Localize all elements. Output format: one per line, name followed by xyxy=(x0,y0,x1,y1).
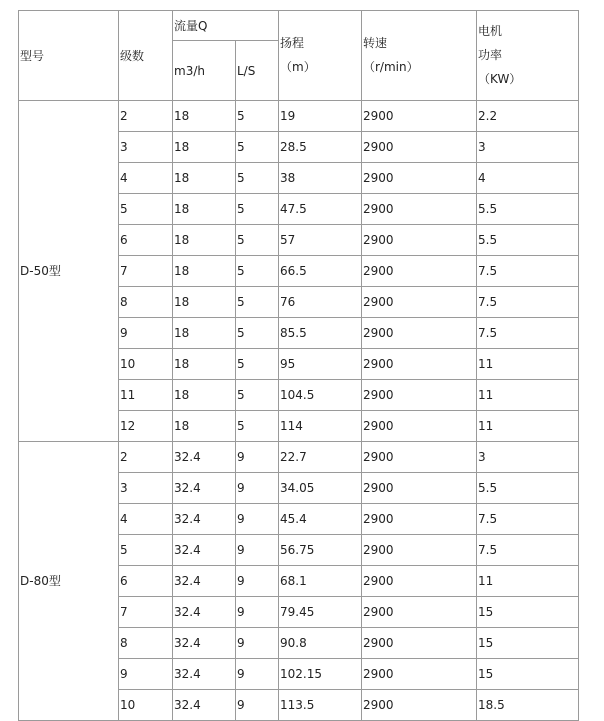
cell-flow-m3h: 32.4 xyxy=(173,690,236,721)
cell-speed: 2900 xyxy=(362,287,477,318)
cell-speed: 2900 xyxy=(362,690,477,721)
cell-head: 85.5 xyxy=(279,318,362,349)
cell-speed: 2900 xyxy=(362,504,477,535)
cell-speed: 2900 xyxy=(362,225,477,256)
cell-flow-ls: 5 xyxy=(236,287,279,318)
cell-flow-m3h: 18 xyxy=(173,132,236,163)
cell-head: 114 xyxy=(279,411,362,442)
cell-speed: 2900 xyxy=(362,566,477,597)
cell-stage: 2 xyxy=(119,442,173,473)
header-power xyxy=(477,11,579,101)
cell-flow-m3h: 32.4 xyxy=(173,442,236,473)
cell-flow-m3h: 18 xyxy=(173,287,236,318)
cell-flow-m3h: 18 xyxy=(173,194,236,225)
header-head xyxy=(279,11,362,101)
cell-speed: 2900 xyxy=(362,535,477,566)
cell-speed: 2900 xyxy=(362,132,477,163)
header-flow: 流量Q xyxy=(173,11,279,41)
header-flow-m3h: m3/h xyxy=(173,41,236,101)
cell-stage: 8 xyxy=(119,287,173,318)
cell-stage: 3 xyxy=(119,132,173,163)
cell-head: 28.5 xyxy=(279,132,362,163)
cell-head: 19 xyxy=(279,101,362,132)
cell-power: 11 xyxy=(477,349,579,380)
table-row xyxy=(19,101,579,132)
header-power-line2: 功率 xyxy=(478,48,503,62)
cell-power: 15 xyxy=(477,597,579,628)
cell-flow-m3h: 32.4 xyxy=(173,659,236,690)
cell-stage: 10 xyxy=(119,349,173,380)
cell-flow-ls: 9 xyxy=(236,504,279,535)
cell-stage: 7 xyxy=(119,256,173,287)
cell-flow-m3h: 32.4 xyxy=(173,504,236,535)
cell-power: 3 xyxy=(477,132,579,163)
cell-head: 90.8 xyxy=(279,628,362,659)
cell-power: 5.5 xyxy=(477,473,579,504)
cell-flow-ls: 9 xyxy=(236,442,279,473)
cell-head: 113.5 xyxy=(279,690,362,721)
cell-flow-ls: 9 xyxy=(236,597,279,628)
header-head-unit: （m） xyxy=(280,60,316,74)
cell-head: 66.5 xyxy=(279,256,362,287)
cell-flow-ls: 9 xyxy=(236,659,279,690)
cell-speed: 2900 xyxy=(362,597,477,628)
cell-speed: 2900 xyxy=(362,163,477,194)
cell-flow-m3h: 32.4 xyxy=(173,566,236,597)
cell-power: 15 xyxy=(477,628,579,659)
cell-power: 5.5 xyxy=(477,225,579,256)
cell-flow-m3h: 32.4 xyxy=(173,628,236,659)
cell-flow-ls: 9 xyxy=(236,566,279,597)
cell-stage: 9 xyxy=(119,659,173,690)
cell-speed: 2900 xyxy=(362,473,477,504)
header-head-label: 扬程 xyxy=(280,36,305,50)
cell-flow-m3h: 18 xyxy=(173,225,236,256)
header-model: 型号 xyxy=(19,11,119,101)
header-power-line1: 电机 xyxy=(478,24,503,38)
cell-power: 7.5 xyxy=(477,318,579,349)
cell-flow-m3h: 18 xyxy=(173,163,236,194)
cell-power: 7.5 xyxy=(477,504,579,535)
cell-flow-m3h: 18 xyxy=(173,380,236,411)
header-row-1 xyxy=(19,11,579,41)
cell-flow-m3h: 18 xyxy=(173,411,236,442)
pump-spec-table xyxy=(18,10,579,721)
cell-power: 2.2 xyxy=(477,101,579,132)
cell-flow-ls: 9 xyxy=(236,473,279,504)
cell-flow-m3h: 18 xyxy=(173,349,236,380)
cell-power: 18.5 xyxy=(477,690,579,721)
cell-speed: 2900 xyxy=(362,628,477,659)
cell-flow-ls: 5 xyxy=(236,349,279,380)
cell-flow-ls: 5 xyxy=(236,132,279,163)
header-stages: 级数 xyxy=(119,11,173,101)
cell-flow-ls: 5 xyxy=(236,380,279,411)
cell-stage: 5 xyxy=(119,535,173,566)
cell-flow-m3h: 32.4 xyxy=(173,597,236,628)
cell-stage: 6 xyxy=(119,225,173,256)
cell-flow-ls: 5 xyxy=(236,101,279,132)
cell-power: 11 xyxy=(477,566,579,597)
cell-speed: 2900 xyxy=(362,101,477,132)
cell-stage: 3 xyxy=(119,473,173,504)
cell-power: 3 xyxy=(477,442,579,473)
header-power-unit: （KW） xyxy=(478,72,522,86)
cell-stage: 4 xyxy=(119,504,173,535)
cell-stage: 8 xyxy=(119,628,173,659)
cell-power: 5.5 xyxy=(477,194,579,225)
cell-flow-ls: 9 xyxy=(236,535,279,566)
cell-flow-m3h: 18 xyxy=(173,101,236,132)
header-speed-label: 转速 xyxy=(363,36,388,50)
table-row xyxy=(19,442,579,473)
header-speed-unit: （r/min） xyxy=(363,60,419,74)
cell-head: 45.4 xyxy=(279,504,362,535)
cell-head: 34.05 xyxy=(279,473,362,504)
cell-head: 57 xyxy=(279,225,362,256)
cell-head: 102.15 xyxy=(279,659,362,690)
cell-flow-m3h: 32.4 xyxy=(173,473,236,504)
cell-head: 22.7 xyxy=(279,442,362,473)
cell-speed: 2900 xyxy=(362,349,477,380)
cell-speed: 2900 xyxy=(362,318,477,349)
cell-stage: 9 xyxy=(119,318,173,349)
cell-head: 68.1 xyxy=(279,566,362,597)
cell-speed: 2900 xyxy=(362,380,477,411)
cell-head: 56.75 xyxy=(279,535,362,566)
cell-stage: 2 xyxy=(119,101,173,132)
cell-speed: 2900 xyxy=(362,194,477,225)
cell-stage: 11 xyxy=(119,380,173,411)
cell-speed: 2900 xyxy=(362,442,477,473)
cell-flow-m3h: 32.4 xyxy=(173,535,236,566)
cell-head: 47.5 xyxy=(279,194,362,225)
cell-stage: 4 xyxy=(119,163,173,194)
cell-stage: 6 xyxy=(119,566,173,597)
header-speed xyxy=(362,11,477,101)
cell-model: D-80型 xyxy=(19,442,119,721)
cell-flow-ls: 9 xyxy=(236,628,279,659)
cell-power: 4 xyxy=(477,163,579,194)
cell-speed: 2900 xyxy=(362,411,477,442)
cell-speed: 2900 xyxy=(362,256,477,287)
cell-model: D-50型 xyxy=(19,101,119,442)
cell-head: 38 xyxy=(279,163,362,194)
cell-flow-ls: 5 xyxy=(236,163,279,194)
cell-flow-m3h: 18 xyxy=(173,256,236,287)
cell-stage: 12 xyxy=(119,411,173,442)
cell-flow-ls: 5 xyxy=(236,225,279,256)
cell-flow-ls: 9 xyxy=(236,690,279,721)
cell-power: 7.5 xyxy=(477,535,579,566)
cell-head: 79.45 xyxy=(279,597,362,628)
cell-speed: 2900 xyxy=(362,659,477,690)
cell-flow-m3h: 18 xyxy=(173,318,236,349)
cell-head: 104.5 xyxy=(279,380,362,411)
cell-power: 11 xyxy=(477,380,579,411)
cell-power: 7.5 xyxy=(477,287,579,318)
cell-flow-ls: 5 xyxy=(236,256,279,287)
cell-power: 15 xyxy=(477,659,579,690)
cell-power: 7.5 xyxy=(477,256,579,287)
cell-flow-ls: 5 xyxy=(236,318,279,349)
cell-stage: 7 xyxy=(119,597,173,628)
cell-flow-ls: 5 xyxy=(236,194,279,225)
cell-head: 76 xyxy=(279,287,362,318)
cell-stage: 5 xyxy=(119,194,173,225)
cell-power: 11 xyxy=(477,411,579,442)
cell-flow-ls: 5 xyxy=(236,411,279,442)
header-flow-ls: L/S xyxy=(236,41,279,101)
cell-stage: 10 xyxy=(119,690,173,721)
cell-head: 95 xyxy=(279,349,362,380)
